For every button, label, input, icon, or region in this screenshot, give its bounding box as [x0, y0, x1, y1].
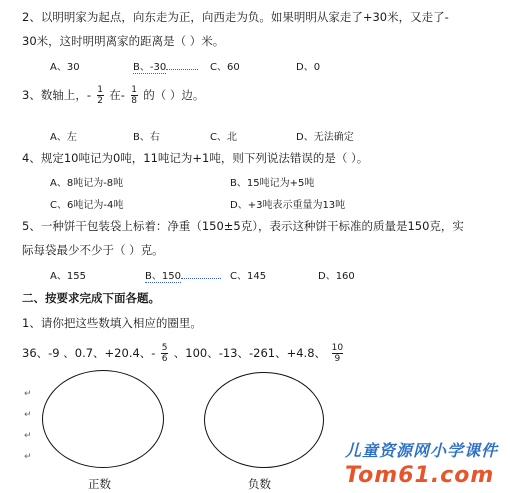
- q5-option-d: D、160: [318, 271, 355, 282]
- q3-option-a: A、左: [50, 132, 77, 143]
- watermark: [345, 438, 498, 488]
- q2-option-a: A、30: [50, 62, 80, 73]
- q3-fraction-1: $\frac{1}{2}$: [97, 85, 103, 106]
- negative-label: 负数: [248, 477, 271, 491]
- fraction-5-6: $\frac{5}{6}$: [161, 343, 168, 364]
- q4-option-a: A、8吨记为-8吨: [50, 178, 124, 189]
- watermark-bottom: Tom61.com: [345, 463, 495, 488]
- fraction-10-9: $\frac{10}{9}$: [331, 343, 344, 364]
- p1-instruction: 1、请你把这些数填入相应的圈里。: [22, 316, 202, 330]
- q5-option-b: B、150: [145, 267, 221, 283]
- q5-line1: 5、一种饼干包装袋上标着：净重（150±5克），表示这种饼干标准的质量是150克，实: [22, 219, 464, 233]
- q2-option-c: C、60: [210, 62, 240, 73]
- section-title: 二、按要求完成下面各题。: [22, 291, 160, 305]
- q4-option-c: C、6吨记为-4吨: [50, 200, 124, 211]
- positive-label: 正数: [88, 477, 111, 491]
- q2-line1: 2、以明明家为起点，向东走为正，向西走为负。如果明明从家走了+30米，又走了-: [22, 10, 449, 24]
- q3-option-d: D、无法确定: [296, 132, 354, 143]
- paragraph-marks: ↵ ↵ ↵ ↵: [24, 389, 32, 462]
- q2-option-d: D、0: [296, 62, 321, 73]
- q3-option-c: C、北: [210, 132, 237, 143]
- q3-line: 3、数轴上，- $\frac{1}{2}$ 在- $\frac{1}{8}$ 的（ ）边。: [22, 85, 205, 106]
- q3-fraction-2: $\frac{1}{8}$: [131, 85, 137, 106]
- q2-line2: 30米，这时明明离家的距离是（ ）米。: [22, 34, 225, 48]
- positive-circle: [42, 370, 164, 468]
- number-list: 36、-9 、0.7、+20.4、- $\frac{5}{6}$ 、100、-13、-261、+4.8、 $\frac{10}{9}$: [22, 343, 344, 364]
- q4-option-d: D、+3吨表示重量为13吨: [230, 200, 346, 211]
- q3-option-b: B、右: [133, 132, 160, 143]
- q4-option-b: B、15吨记为+5吨: [230, 178, 315, 189]
- q2-option-b: B、-30: [133, 58, 198, 74]
- q4-line: 4、规定10吨记为0吨，11吨记为+1吨，则下列说法错误的是（ ）。: [22, 151, 369, 165]
- q5-option-c: C、145: [230, 271, 267, 282]
- negative-circle: [204, 372, 324, 468]
- q5-line2: 际每袋最少不少于（ ）克。: [22, 243, 164, 257]
- watermark-top: 儿童资源网小学课件: [345, 441, 499, 460]
- q5-option-a: A、155: [50, 271, 86, 282]
